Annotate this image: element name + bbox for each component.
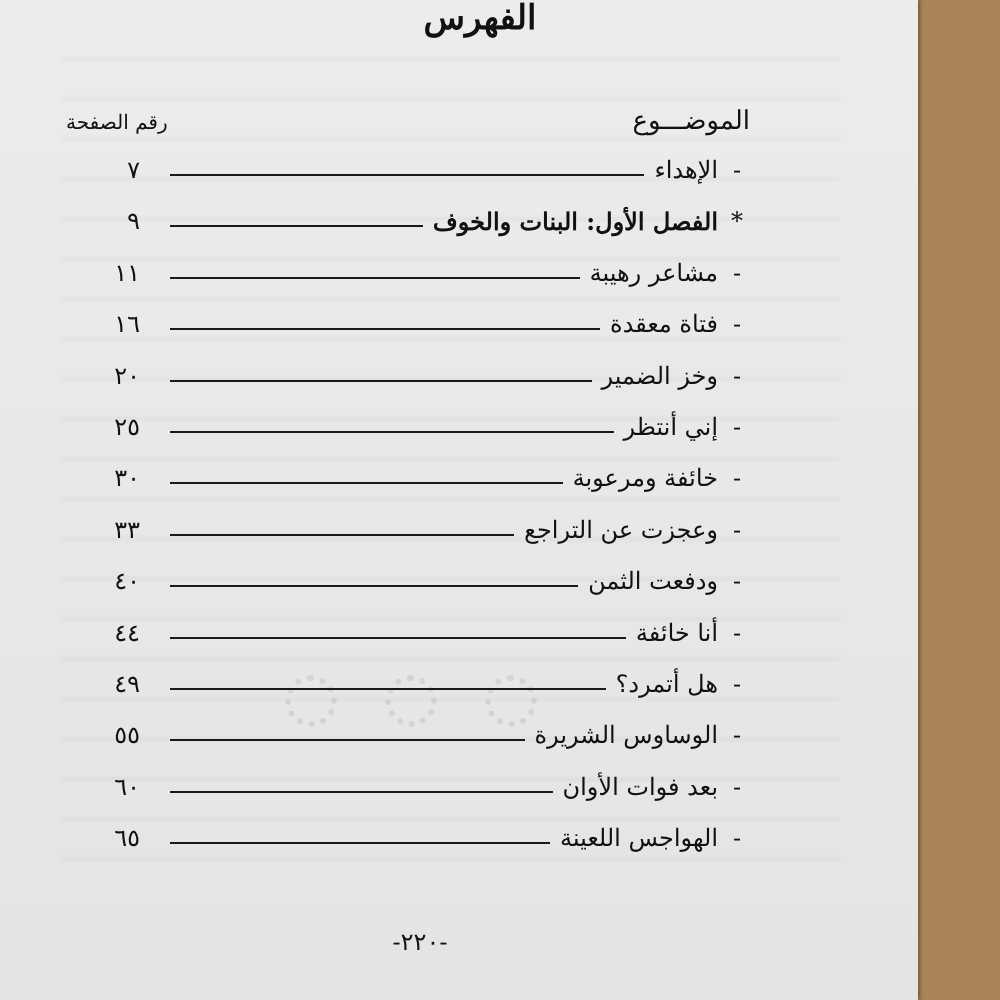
toc-page-number: ٤٩	[114, 670, 140, 698]
dash-marker: -	[732, 413, 742, 441]
leader-line	[170, 431, 614, 433]
toc-page-number: ٤٠	[114, 567, 140, 596]
toc-row	[114, 356, 748, 396]
asterisk-marker: *	[731, 207, 743, 236]
toc-row	[114, 304, 748, 344]
dash-marker: -	[732, 618, 742, 647]
leader-line	[170, 328, 600, 330]
toc-entry-title: الفصل الأول: البنات والخوف	[432, 206, 718, 236]
toc-entry-title: وعجزت عن التراجع	[524, 515, 718, 544]
toc-page-number: ٦٠	[114, 772, 140, 801]
toc-page-number: ٢٠	[114, 361, 140, 390]
toc-row	[114, 561, 748, 601]
toc-entry-title: خائفة ومرعوبة	[572, 464, 718, 493]
page-folio: -٢٢٠-	[392, 928, 448, 956]
toc-page-number: ٦٥	[114, 824, 140, 853]
toc-row	[114, 407, 748, 447]
toc-page-number: ١١	[114, 258, 140, 287]
toc-row	[114, 715, 748, 755]
toc-page-number: ١٦	[114, 310, 140, 339]
toc-row	[114, 767, 748, 807]
dash-marker: -	[732, 721, 742, 750]
toc-page-number: ٥٥	[114, 721, 140, 750]
leader-line	[170, 380, 592, 382]
dash-marker: -	[732, 464, 742, 493]
leader-line	[170, 174, 644, 176]
leader-line	[170, 688, 606, 690]
leader-line	[170, 637, 626, 639]
toc-row	[114, 664, 748, 704]
toc-entry-title: هل أتمرد؟	[615, 670, 718, 698]
dash-marker: -	[732, 310, 742, 339]
toc-page-number: ٤٤	[114, 618, 140, 647]
subject-column-header: الموضـــوع	[632, 106, 750, 136]
dash-marker: -	[732, 156, 742, 184]
toc-page-number: ٢٥	[114, 413, 140, 441]
leader-line	[170, 791, 553, 793]
leader-line	[170, 585, 578, 587]
toc-row	[114, 613, 748, 653]
toc-page-number: ٣٠	[114, 464, 140, 493]
leader-line	[170, 534, 514, 536]
toc-entry-title: الهواجس اللعينة	[559, 824, 718, 853]
toc-entry-title: فتاة معقدة	[610, 310, 718, 339]
toc-entry-title: مشاعر رهيبة	[589, 258, 718, 287]
toc-page-number: ٣٣	[114, 515, 140, 544]
leader-line	[170, 482, 563, 484]
toc-row	[114, 253, 748, 293]
toc-entry-title: بعد فوات الأوان	[562, 772, 718, 801]
toc-chapter-row	[127, 201, 748, 241]
toc-page-number: ٩	[127, 207, 140, 236]
dash-marker: -	[732, 670, 742, 698]
toc-entry-title: وخز الضمير	[601, 361, 718, 390]
page-number-column-header: رقم الصفحة	[66, 110, 168, 134]
leader-line	[170, 225, 423, 227]
page-title: الفهرس	[423, 0, 537, 38]
toc-entry-title: الوساوس الشريرة	[534, 721, 718, 750]
toc-row	[127, 150, 748, 190]
toc-row	[114, 458, 748, 498]
leader-line	[170, 842, 550, 844]
toc-entry-title: إني أنتظر	[623, 413, 718, 441]
leader-line	[170, 739, 525, 741]
dash-marker: -	[732, 824, 742, 853]
dash-marker: -	[732, 258, 742, 287]
dash-marker: -	[732, 772, 742, 801]
dash-marker: -	[732, 567, 742, 596]
dash-marker: -	[732, 361, 742, 390]
toc-row	[114, 510, 748, 550]
dash-marker: -	[732, 515, 742, 544]
toc-entry-title: أنا خائفة	[635, 618, 718, 647]
toc-entry-title: ودفعت الثمن	[588, 567, 718, 596]
leader-line	[170, 277, 580, 279]
toc-entry-title: الإهداء	[654, 156, 718, 184]
toc-page-number: ٧	[127, 156, 140, 184]
toc-row	[114, 818, 748, 858]
